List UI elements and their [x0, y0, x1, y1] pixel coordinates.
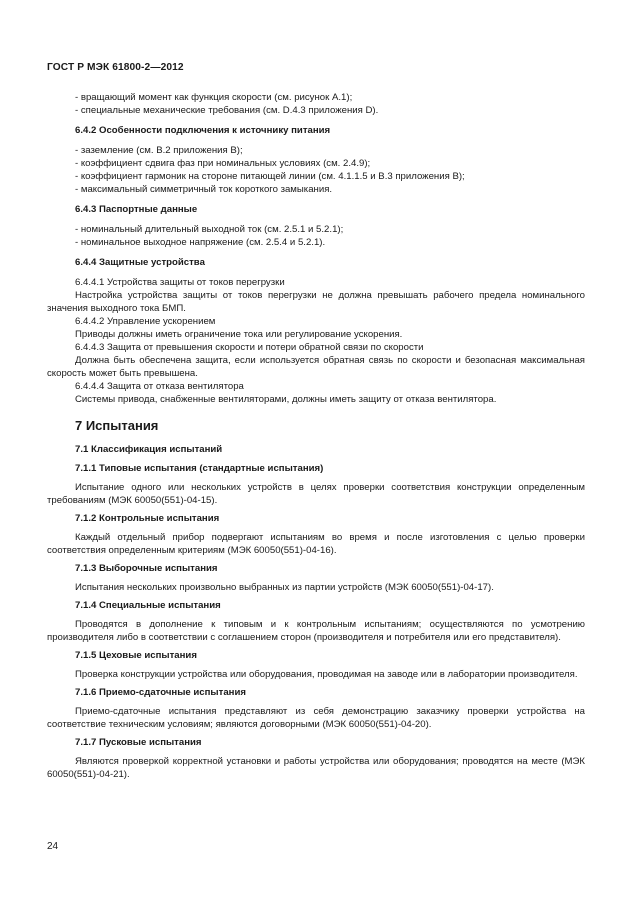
section-heading-6-4-4: 6.4.4 Защитные устройства — [75, 257, 205, 268]
subsection-title: 6.4.4.2 Управление ускорением — [75, 316, 216, 327]
section-heading-7-1-2: 7.1.2 Контрольные испытания — [75, 513, 220, 524]
paragraph: Являются проверкой корректной установки и работы устройства или оборудования; проводятся на месте (МЭК 60050(551)-04-21). — [47, 756, 585, 780]
document-header: ГОСТ Р МЭК 61800-2—2012 — [47, 62, 184, 73]
paragraph: Приводы должны иметь ограничение тока или регулирование ускорения. — [75, 329, 403, 340]
section-heading-7-1: 7.1 Классификация испытаний — [75, 444, 223, 455]
subsection-title: 6.4.4.1 Устройства защиты от токов перегрузки — [75, 277, 285, 288]
section-heading-7-1-7: 7.1.7 Пусковые испытания — [75, 737, 202, 748]
section-heading-7-1-3: 7.1.3 Выборочные испытания — [75, 563, 218, 574]
list-item: - заземление (см. В.2 приложения В); — [75, 145, 243, 156]
list-item: - максимальный симметричный ток короткого замыкания. — [75, 184, 333, 195]
paragraph: Испытание одного или нескольких устройств в целях проверки соответствия конструкции определенным требованиям (МЭК 60050(551)-04-15). — [47, 482, 585, 506]
paragraph: Каждый отдельный прибор подвергают испытаниям во время и после изготовления с целью проверки соответствия определенным критериям (МЭК 60050(551)-04-16). — [47, 532, 585, 556]
section-heading-7-1-6: 7.1.6 Приемо-сдаточные испытания — [75, 687, 246, 698]
section-heading-6-4-3: 6.4.3 Паспортные данные — [75, 204, 198, 215]
list-item: - коэффициент сдвига фаз при номинальных условиях (см. 2.4.9); — [75, 158, 371, 169]
paragraph: Настройка устройства защиты от токов перегрузки не должна превышать рабочего предела номинального значения выходного тока БМП. — [47, 290, 585, 314]
document-body — [47, 91, 585, 781]
subsection-title: 6.4.4.4 Защита от отказа вентилятора — [75, 381, 244, 392]
paragraph: Должна быть обеспечена защита, если используется обратная связь по скорости и безопасная максимальная скорость может быть превышена. — [47, 355, 585, 379]
list-item: - коэффициент гармоник на стороне питающей линии (см. 4.1.1.5 и В.3 приложения В); — [75, 171, 465, 182]
subsection-title: 6.4.4.3 Защита от превышения скорости и потери обратной связи по скорости — [75, 342, 424, 353]
section-heading-7: 7 Испытания — [75, 418, 159, 433]
paragraph: Приемо-сдаточные испытания представляют из себя демонстрацию заказчику проверки устройства на соответствие техническим условиям; являются договорными (МЭК 60050(551)-04-20). — [47, 706, 585, 730]
list-item: - номинальный длительный выходной ток (см. 2.5.1 и 5.2.1); — [75, 224, 344, 235]
list-item: - специальные механические требования (см. D.4.3 приложения D). — [75, 105, 379, 116]
paragraph: Испытания нескольких произвольно выбранных из партии устройств (МЭК 60050(551)-04-17). — [75, 582, 494, 593]
paragraph: Системы привода, снабженные вентиляторами, должны иметь защиту от отказа вентилятора. — [75, 394, 497, 405]
section-heading-6-4-2: 6.4.2 Особенности подключения к источнику питания — [75, 125, 331, 136]
page-number: 24 — [47, 841, 59, 852]
section-heading-7-1-5: 7.1.5 Цеховые испытания — [75, 650, 197, 661]
list-item: - номинальное выходное напряжение (см. 2.5.4 и 5.2.1). — [75, 237, 326, 248]
paragraph: Проверка конструкции устройства или оборудования, проводимая на заводе или в лаборатории производителя. — [75, 669, 578, 680]
list-item: - вращающий момент как функция скорости (см. рисунок А.1); — [75, 92, 353, 103]
section-heading-7-1-1: 7.1.1 Типовые испытания (стандартные испытания) — [75, 463, 324, 474]
paragraph: Проводятся в дополнение к типовым и к контрольным испытаниям; осуществляются по усмотрению производителя либо в соответствии с соглашением сторон (производителя и потребителя или его представителя). — [47, 619, 585, 643]
section-heading-7-1-4: 7.1.4 Специальные испытания — [75, 600, 221, 611]
